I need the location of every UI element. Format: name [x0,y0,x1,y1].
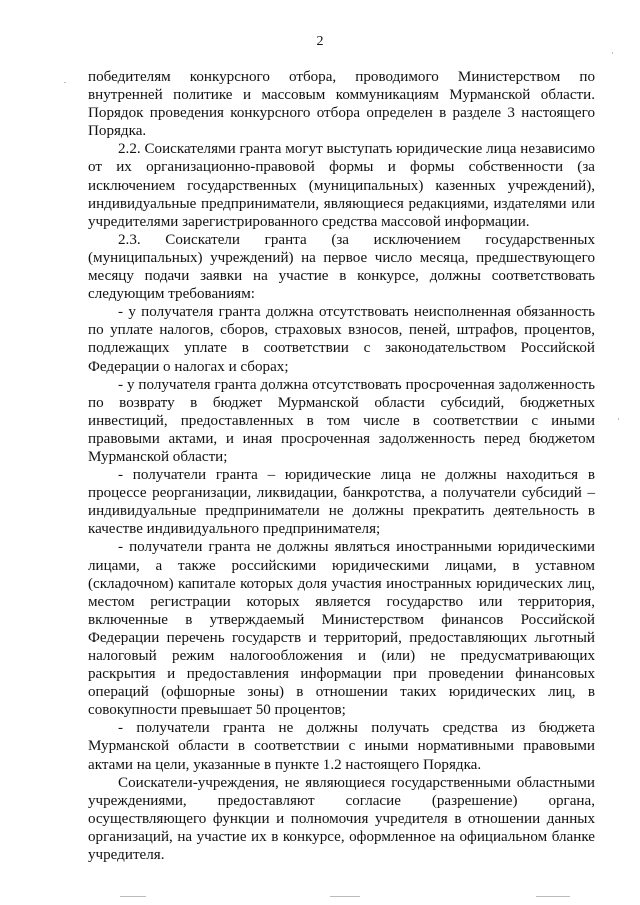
requirement-foreign-entities: - получатели гранта не должны являться иностранными юридическими лицами, а также российскими юридическими лицами, в уставном (складочном) капитале которых доля участия иностранных юридических лиц, местом регистрации которых является государство или территория, включенные в утверждаемый Министерством финансов Российской Федерации перечень государств и территорий, предоставляющих льготный налоговый режим налогообложения и (или) не предусматривающих раскрытия и предоставления информации при проведении финансовых операций (офшорные зоны) в отношении таких юридических лиц, в совокупности превышает 50 процентов; [88,539,595,719]
requirement-budget-funds: - получатели гранта не должны получать средства из бюджета Мурманской области в соответствии с иными нормативными правовыми актами на цели, указанные в пункте 1.2 настоящего Порядка. [88,720,595,773]
requirement-debt: - у получателя гранта должна отсутствовать просроченная задолженность по возврату в бюджет Мурманской области субсидий, бюджетных инвестиций, предоставленных в том числе в соответствии с иными правовыми актами, и иная просроченная задолженность перед бюджетом Мурманской области; [88,376,595,465]
scan-mark [64,82,66,83]
scan-mark [612,52,613,54]
document-body [88,68,595,864]
scan-mark [120,896,146,897]
paragraph-2-2: 2.2. Соискателями гранта могут выступать юридические лица независимо от их организационно-правовой формы и формы собственности (за исключением государственных (муниципальных) казенных учреждений), индивидуальные предприниматели, являющиеся редакциями, издателями или учредителями зарегистрированного средства массовой информации. [88,141,595,230]
paragraph-continuation: победителям конкурсного отбора, проводимого Министерством по внутренней политике и массовым коммуникациям Мурманской области. Порядок проведения конкурсного отбора определен в разделе 3 настоящего Порядка. [88,69,595,140]
paragraph-institutions-consent: Соискатели-учреждения, не являющиеся государственными областными учреждениями, предоставляют согласие (разрешение) органа, осуществляющего функции и полномочия учредителя в отношении данных организаций, на участие их в конкурсе, оформленное на официальном бланке учредителя. [88,774,595,864]
page-number: 2 [316,34,324,49]
requirement-taxes: - у получателя гранта должна отсутствовать неисполненная обязанность по уплате налогов, сборов, страховых взносов, пеней, штрафов, процентов, подлежащих уплате в соответствии с законодательством Российской Федерации о налогах и сборах; [88,304,595,375]
scan-mark [618,418,619,420]
paragraph-2-3: 2.3. Соискатели гранта (за исключением государственных (муниципальных) учреждений) на первое число месяца, предшествующего месяцу подачи заявки на участие в конкурсе, должны соответствовать следующим требованиям: [88,231,595,303]
scan-mark [536,896,570,897]
scan-mark [330,896,360,897]
requirement-reorganization: - получатели гранта – юридические лица не должны находиться в процессе реорганизации, ликвидации, банкротства, а получатели субсидий – индивидуальные предприниматели не должны прекратить деятельность в качестве индивидуального предпринимателя; [88,467,595,538]
